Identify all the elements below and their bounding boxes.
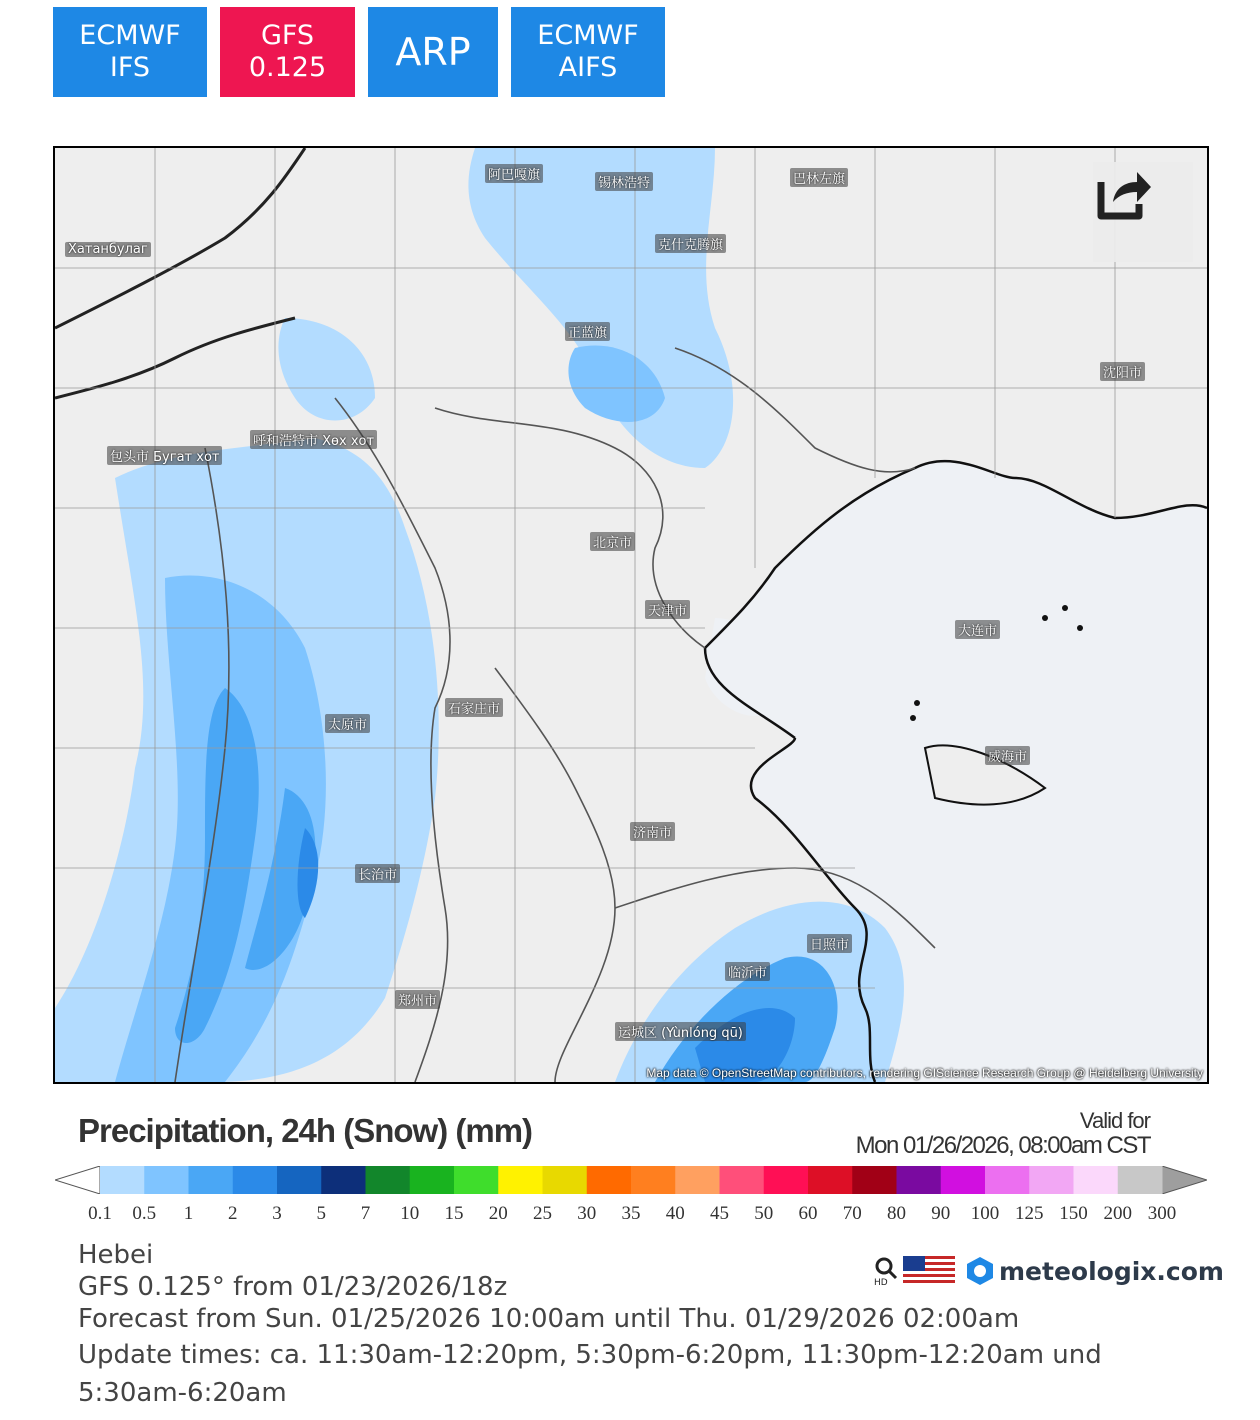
- colorbar-tick-label: 30: [577, 1203, 597, 1224]
- forecast-period: Forecast from Sun. 01/25/2026 10:00am until Thu. 01/29/2026 02:00am: [78, 1304, 1020, 1334]
- colorbar-tick-label: 1: [183, 1203, 194, 1224]
- model-button-line1: ECMWF: [79, 20, 181, 51]
- colorbar-tick-label: 60: [798, 1203, 818, 1224]
- city-label: 临沂市: [725, 962, 770, 981]
- city-label: 克什克腾旗: [655, 234, 726, 253]
- colorbar-segment: [321, 1166, 366, 1194]
- colorbar-segment: [410, 1166, 455, 1194]
- colorbar-segment: [1029, 1166, 1074, 1194]
- city-label: Хатанбулаг: [65, 242, 151, 257]
- city-label: 沈阳市: [1100, 362, 1145, 381]
- city-label: 石家庄市: [445, 698, 503, 717]
- colorbar-tick-label: 50: [754, 1203, 774, 1224]
- colorbar-segment: [941, 1166, 986, 1194]
- city-label: 郑州市: [395, 990, 440, 1009]
- model-button-ecmwf-aifs[interactable]: [511, 7, 665, 97]
- colorbar-tick-label: 2: [228, 1203, 238, 1224]
- city-label: 正蓝旗: [565, 322, 610, 341]
- colorbar-segment: [454, 1166, 499, 1194]
- city-label: 呼和浩特市 Хөх хот: [250, 430, 377, 449]
- colorbar-segment: [233, 1166, 278, 1194]
- colorbar-tick-label: 45: [710, 1203, 729, 1224]
- colorbar-segment: [852, 1166, 897, 1194]
- model-button-line2: 0.125: [248, 52, 327, 83]
- valid-date: Mon 01/26/2026, 08:00am CST: [855, 1132, 1150, 1159]
- colorbar-tick-label: 3: [272, 1203, 282, 1224]
- city-label: 锡林浩特: [595, 172, 653, 191]
- colorbar-left-arrow: [55, 1166, 100, 1194]
- precipitation-map[interactable]: [53, 146, 1209, 1084]
- colorbar-tick-label: 0.5: [132, 1203, 157, 1224]
- colorbar-segment: [144, 1166, 189, 1194]
- share-icon: [1093, 162, 1155, 224]
- update-times: Update times: ca. 11:30am-12:20pm, 5:30pm-6:20pm, 11:30pm-12:20am und: [78, 1340, 1102, 1370]
- city-label: 巴林左旗: [790, 168, 848, 187]
- colorbar-tick-label: 200: [1103, 1203, 1132, 1224]
- colorbar-tick-label: 5: [316, 1203, 326, 1224]
- colorbar-segment: [1074, 1166, 1119, 1194]
- city-label: 北京市: [590, 532, 635, 551]
- colorbar-segment: [100, 1166, 145, 1194]
- valid-label: Valid for: [1079, 1108, 1150, 1133]
- colorbar-segment: [985, 1166, 1030, 1194]
- colorbar-tick-label: 35: [621, 1203, 641, 1224]
- model-button-line1: GFS: [260, 20, 315, 51]
- city-label: 天津市: [645, 600, 690, 619]
- model-button-ecmwf-ifs[interactable]: [53, 7, 207, 97]
- model-button-arp[interactable]: [368, 7, 498, 97]
- colorbar-right-arrow: [1162, 1166, 1207, 1194]
- city-label: 运城区 (Yùnlóng qū): [615, 1022, 746, 1041]
- model-run: GFS 0.125° from 01/23/2026/18z: [78, 1272, 508, 1302]
- colorbar-tick-label: 70: [842, 1203, 862, 1224]
- colorbar-tick-label: 7: [360, 1203, 371, 1224]
- colorbar-segment: [498, 1166, 543, 1194]
- map-attribution: Map data © OpenStreetMap contributors, rendering GIScience Research Group @ Heidelberg University: [646, 1066, 1203, 1080]
- colorbar-tick-label: 0.1: [88, 1203, 112, 1224]
- colorbar-segment: [277, 1166, 322, 1194]
- region-name: Hebei: [78, 1240, 154, 1270]
- model-button-line1: ECMWF: [537, 20, 639, 51]
- legend-title: Precipitation, 24h (Snow) (mm): [78, 1112, 533, 1149]
- model-button-line1: ARP: [395, 30, 471, 74]
- colorbar-segment: [189, 1166, 234, 1194]
- city-label: 威海市: [985, 746, 1030, 765]
- color-scale-ticks: [78, 1203, 1198, 1231]
- meteologix-logo-icon: [965, 1256, 995, 1286]
- colorbar-segment: [764, 1166, 809, 1194]
- city-label: 太原市: [325, 714, 370, 733]
- colorbar-tick-label: 15: [444, 1203, 464, 1224]
- colorbar-tick-label: 80: [887, 1203, 906, 1224]
- colorbar-tick-label: 90: [931, 1203, 951, 1224]
- colorbar-tick-label: 100: [970, 1203, 1000, 1224]
- colorbar-segment: [897, 1166, 942, 1194]
- update-times-continued: 5:30am-6:20am: [78, 1378, 287, 1408]
- city-label: 阿巴嘎旗: [485, 164, 543, 183]
- hd-search-icon: [873, 1256, 899, 1286]
- brand-logo[interactable]: [873, 1254, 1224, 1288]
- city-label: 长治市: [355, 864, 400, 883]
- svg-text:HD: HD: [874, 1278, 888, 1286]
- colorbar-segment: [631, 1166, 676, 1194]
- colorbar-segment: [587, 1166, 632, 1194]
- city-label: 日照市: [807, 934, 852, 953]
- colorbar-segment: [366, 1166, 411, 1194]
- city-label: 包头市 Бугат хот: [107, 446, 222, 465]
- colorbar-segment: [1118, 1166, 1163, 1194]
- colorbar-tick-label: 150: [1059, 1203, 1088, 1224]
- colorbar-segment: [720, 1166, 765, 1194]
- brand-name: meteologix.com: [999, 1256, 1224, 1286]
- colorbar-tick-label: 300: [1147, 1203, 1177, 1224]
- colorbar-tick-label: 10: [400, 1203, 420, 1224]
- share-button[interactable]: [1093, 162, 1193, 262]
- city-label: 济南市: [630, 822, 675, 841]
- colorbar-tick-label: 25: [533, 1203, 552, 1224]
- colorbar-tick-label: 40: [665, 1203, 685, 1224]
- colorbar-segment: [675, 1166, 720, 1194]
- us-flag-icon: [903, 1256, 955, 1286]
- model-button-line2: IFS: [109, 52, 151, 83]
- city-label: 大连市: [955, 620, 1000, 639]
- model-button-gfs-active[interactable]: [220, 7, 355, 97]
- color-scale-bar: [55, 1166, 1207, 1194]
- map-canvas: [55, 148, 1207, 1082]
- model-button-line2: AIFS: [558, 52, 618, 83]
- colorbar-tick-label: 20: [488, 1203, 508, 1224]
- colorbar-tick-label: 125: [1015, 1203, 1044, 1224]
- colorbar-segment: [543, 1166, 588, 1194]
- colorbar-segment: [808, 1166, 853, 1194]
